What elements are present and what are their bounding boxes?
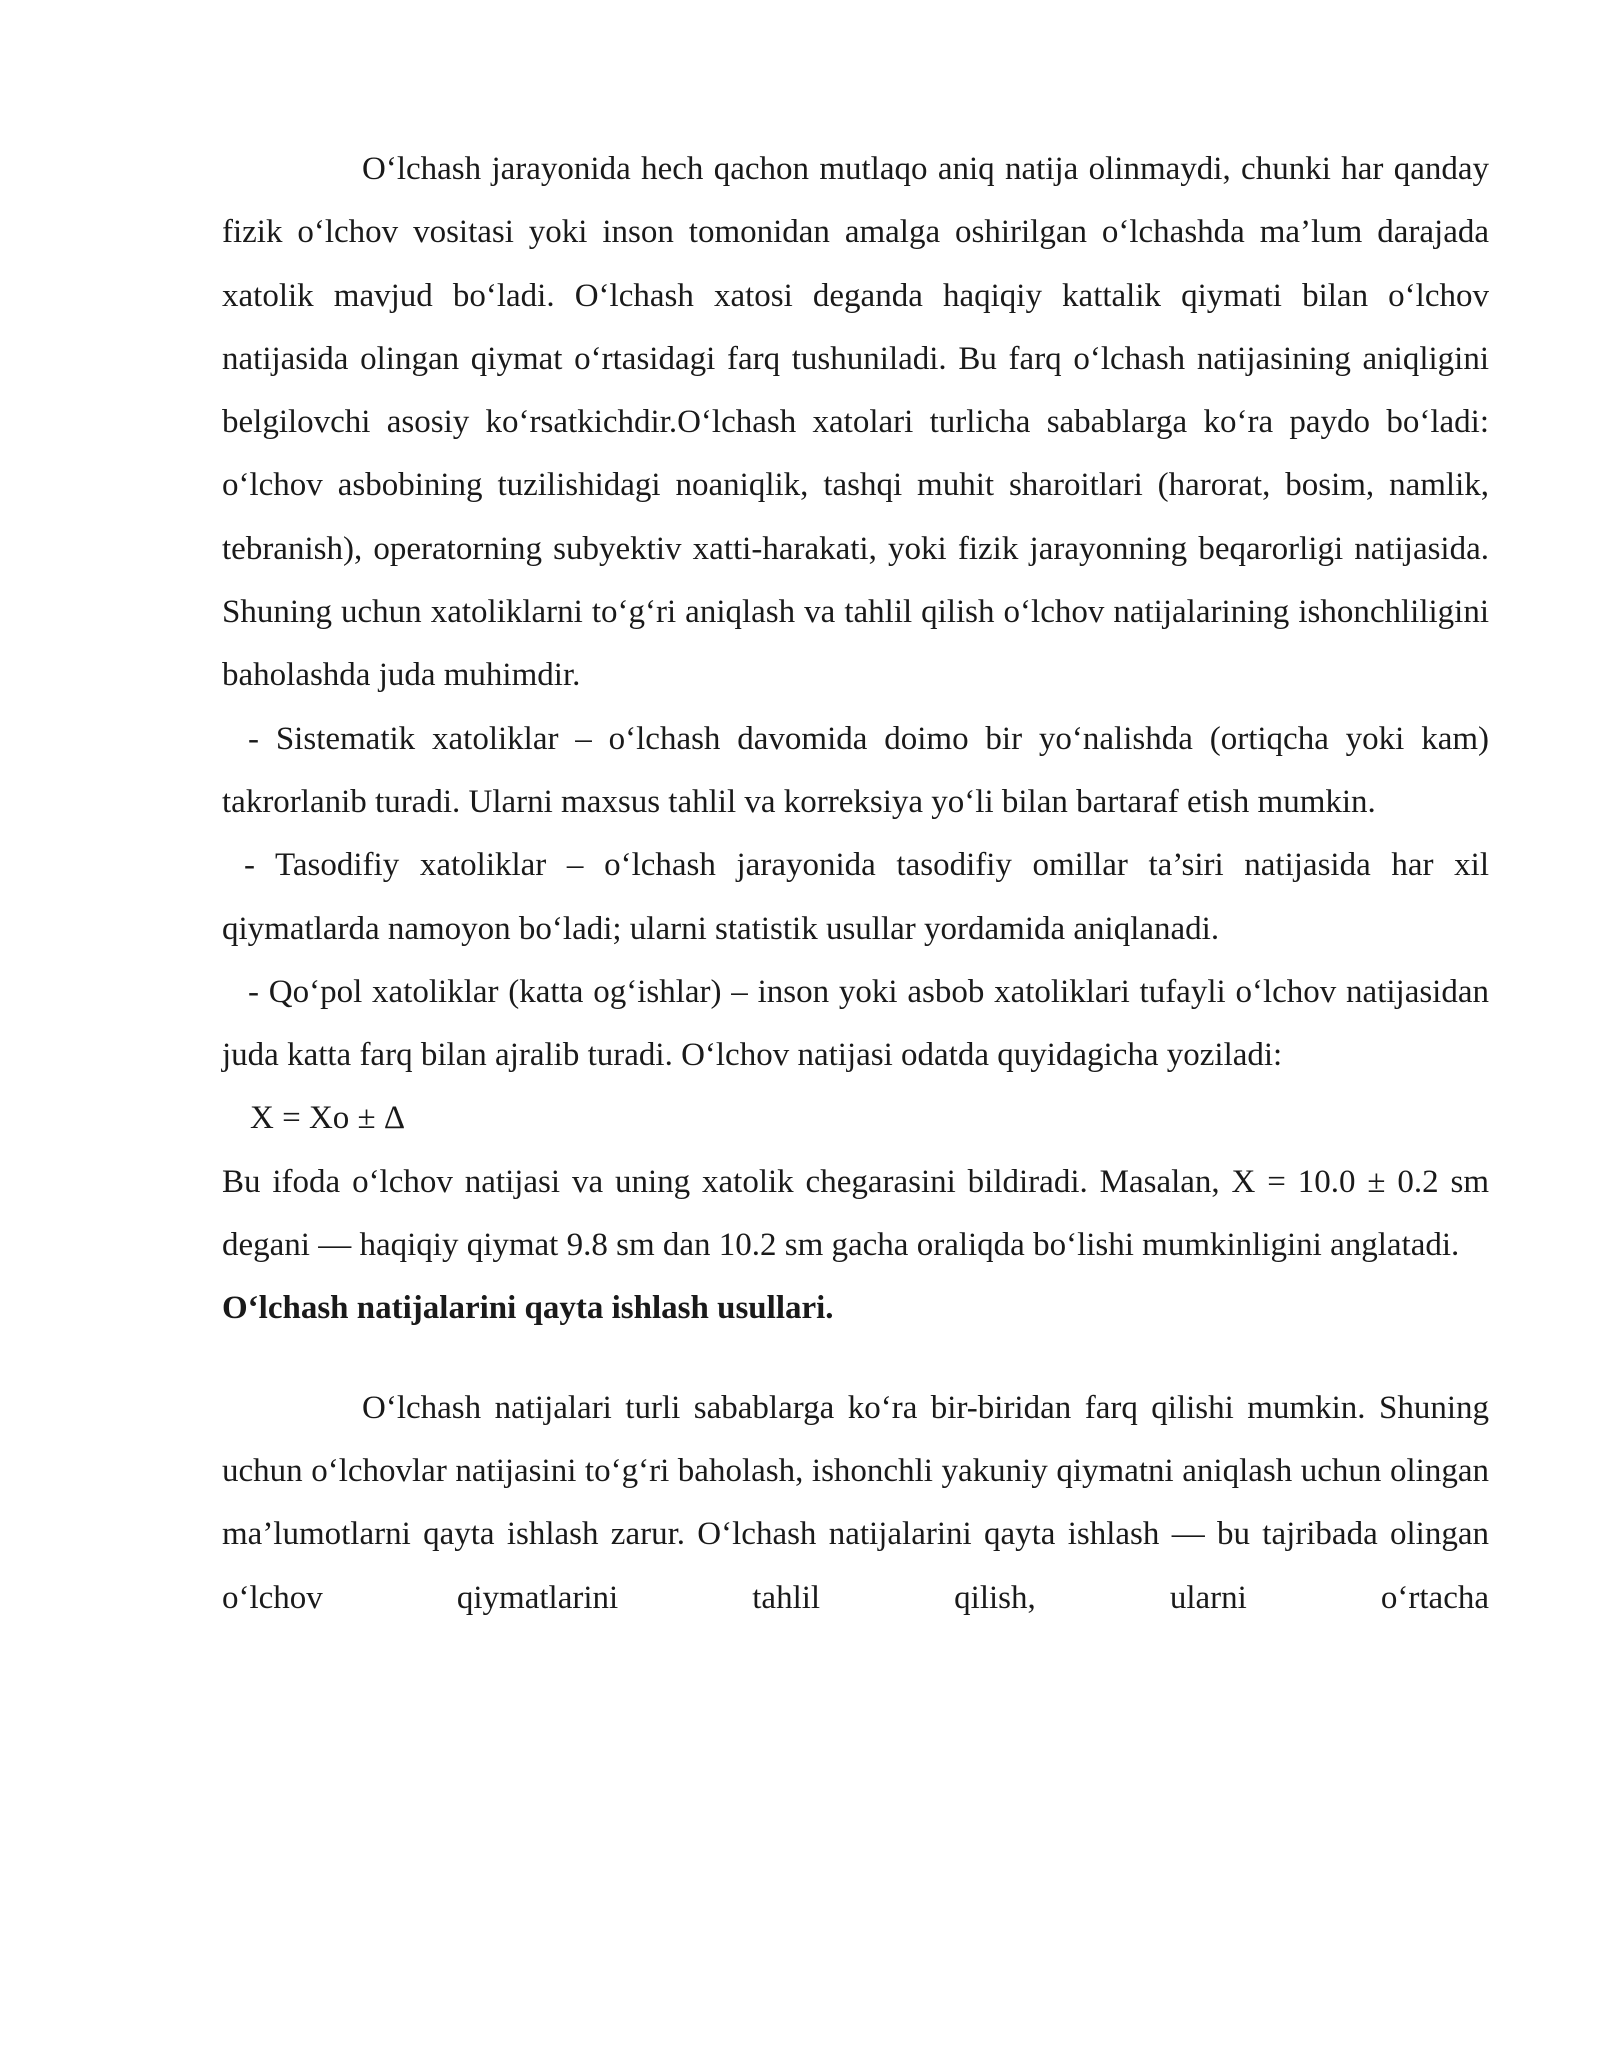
formula-explanation-paragraph: Bu ifoda o‘lchov natijasi va uning xatolik chegarasini bildiradi. Masalan, X = 10.0 ± 0.2 sm degani — haqiqiy qiymat 9.8 sm dan 10.2 sm gacha oraliqda bo‘lishi mumkinligini anglatadi. bbox=[222, 1163, 1489, 1264]
section-gap bbox=[222, 1341, 1489, 1377]
gross-errors-paragraph: - Qo‘pol xatoliklar (katta og‘ishlar) – inson yoki asbob xatoliklari tufayli o‘lchov natijasidan juda katta farq bilan ajralib turadi. O‘lchov natijasi odatda quyidagicha yoziladi: bbox=[222, 973, 1489, 1074]
document-page bbox=[222, 138, 1489, 1630]
processing-paragraph: O‘lchash natijalari turli sabablarga ko‘ra bir-biridan farq qilishi mumkin. Shuning uchun o‘lchovlar natijasini to‘g‘ri baholash, ishonchli yakuniy qiymatni aniqlash uchun olingan ma’lumotlarni qayta ishlash zarur. O‘lchash natijalarini qayta ishlash — bu tajribada olingan o‘lchov qiymatlarini tahlil qilish, ularni o‘rtacha bbox=[222, 1389, 1489, 1616]
systematic-errors-paragraph: - Sistematik xatoliklar – o‘lchash davomida doimo bir yo‘nalishda (ortiqcha yoki kam) takrorlanib turadi. Ularni maxsus tahlil va korreksiya yo‘li bilan bartaraf etish mumkin. bbox=[222, 720, 1489, 820]
intro-paragraph: O‘lchash jarayonida hech qachon mutlaqo aniq natija olinmaydi, chunki har qanday fizik o‘lchov vositasi yoki inson tomonidan amalga oshirilgan o‘lchashda ma’lum darajada xatolik mavjud bo‘ladi. O‘lchash xatosi deganda haqiqiy kattalik qiymati bilan o‘lchov natijasida olingan qiymat o‘rtasidagi farq tushuniladi. Bu farq o‘lchash natijasining aniqligini belgilovchi asosiy ko‘rsatkichdir.O‘lchash xatolari turlicha sabablarga ko‘ra paydo bo‘ladi: o‘lchov asbobining tuzilishidagi noaniqlik, tashqi muhit sharoitlari (harorat, bosim, namlik, tebranish), operatorning subyektiv xatti-harakati, yoki fizik jarayonning beqarorligi natijasida. Shuning uchun xatoliklarni to‘g‘ri aniqlash va tahlil qilish o‘lchov natijalarining ishonchliligini baholashda juda muhimdir. bbox=[222, 151, 1489, 694]
error-formula: X = Xo ± Δ bbox=[250, 1100, 406, 1137]
random-errors-paragraph: - Tasodifiy xatoliklar – o‘lchash jarayonida tasodifiy omillar ta’siri natijasida har xil qiymatlarda namoyon bo‘ladi; ularni statistik usullar yordamida aniqlanadi. bbox=[222, 847, 1489, 947]
section-heading: O‘lchash natijalarini qayta ishlash usullari. bbox=[222, 1290, 834, 1327]
